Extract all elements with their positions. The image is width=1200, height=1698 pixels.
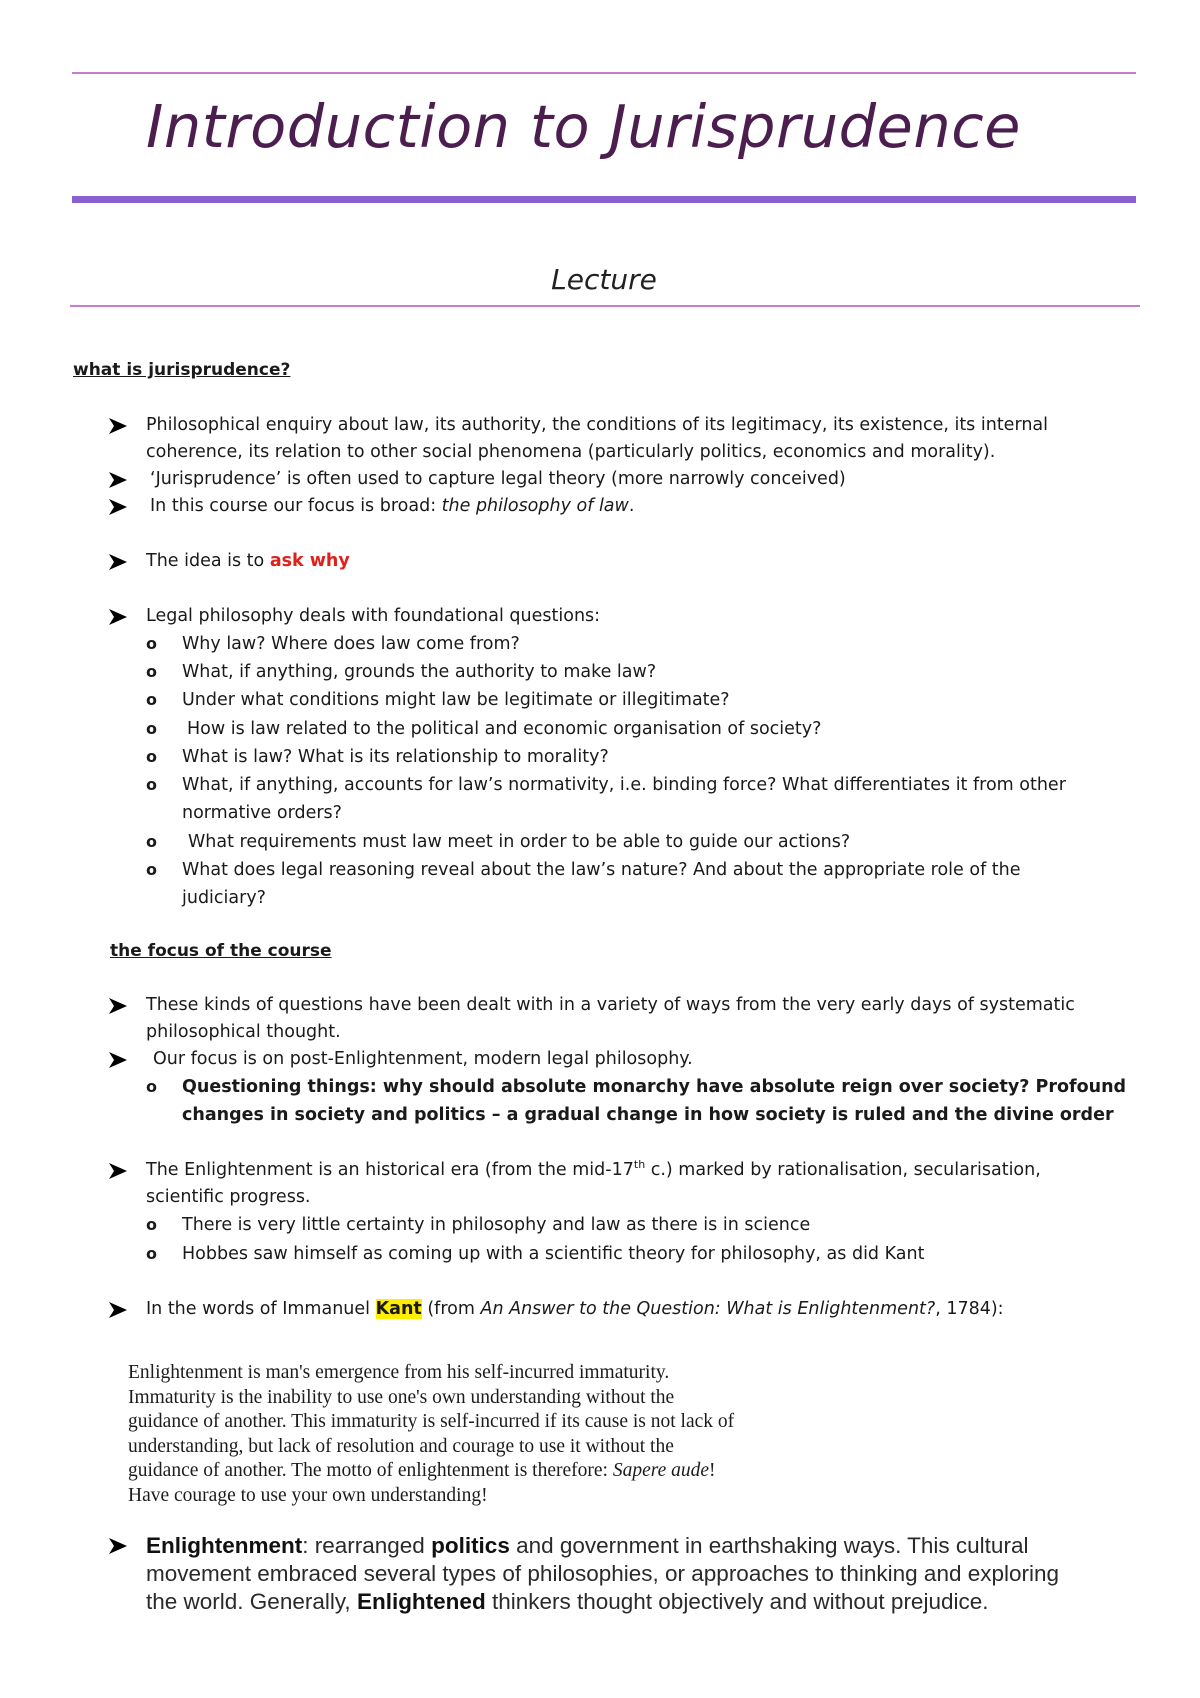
sub-bullet: o Why law? Where does law come from? <box>146 634 520 654</box>
bullet-post-enlightenment: Our focus is on post-Enlightenment, modern legal philosophy. <box>108 1046 1148 1073</box>
arrow-bullet-icon <box>108 997 128 1015</box>
bullet-enlightenment-era: The Enlightenment is an historical era (from the mid-17th c.) marked by rationalisation, secularisation, scientific progress. <box>108 1157 1148 1211</box>
sub-bullet: o Under what conditions might law be legitimate or illegitimate? <box>146 690 730 710</box>
sub-bullet: o How is law related to the political and economic organisation of society? <box>146 719 822 739</box>
top-divider <box>72 72 1136 74</box>
document-subtitle: Lecture <box>551 263 657 296</box>
sub-bullet: o What, if anything, accounts for law’s normativity, i.e. binding force? What differentiates it from other normative orders? <box>146 775 1066 823</box>
bullet-questions-dealt-with: These kinds of questions have been dealt with in a variety of ways from the very early days of systematic philosophical thought. <box>108 992 1148 1046</box>
bullet-enlightenment-summary: Enlightenment: rearranged politics and government in earthshaking ways. This cultural movement embraced several types of philosophies, or approaches to thinking and exploring the world. Generally, Enlightened thinkers thought objectively and without prejudice. <box>108 1532 1168 1616</box>
arrow-bullet-icon <box>108 1537 128 1555</box>
arrow-bullet-icon <box>108 417 128 435</box>
arrow-bullet-icon <box>108 1162 128 1180</box>
section-heading-jurisprudence: what is jurisprudence? <box>73 360 291 380</box>
arrow-bullet-icon <box>108 1051 128 1069</box>
title-underline <box>72 196 1136 203</box>
sub-bullet-questioning-things: o Questioning things: why should absolute monarchy have absolute reign over society? Profound changes in society and politics – a gradual change in how society is ruled and the divine order <box>146 1077 1127 1125</box>
sub-bullet: o What requirements must law meet in order to be able to guide our actions? <box>146 832 851 852</box>
bullet-ask-why: The idea is to ask why <box>108 548 1148 575</box>
bullet-kant-quote-intro: In the words of Immanuel Kant (from An Answer to the Question: What is Enlightenment?, 1784): <box>108 1296 1148 1323</box>
sub-bullet: o Hobbes saw himself as coming up with a scientific theory for philosophy, as did Kant <box>146 1244 925 1264</box>
bullet-jurisprudence-legal-theory: ‘Jurisprudence’ is often used to capture legal theory (more narrowly conceived) <box>108 466 1148 493</box>
document-title: Introduction to Jurisprudence <box>146 92 1021 161</box>
bullet-course-focus-broad: In this course our focus is broad: the philosophy of law. <box>108 493 1148 520</box>
sub-bullet: o What, if anything, grounds the authority to make law? <box>146 662 657 682</box>
bullet-philosophical-enquiry: Philosophical enquiry about law, its authority, the conditions of its legitimacy, its existence, its internal coherence, its relation to other social phenomena (particularly politics, economics and morality). <box>108 412 1148 466</box>
sub-bullet: o What is law? What is its relationship to morality? <box>146 747 609 767</box>
kant-quote: Enlightenment is man's emergence from his self-incurred immaturity. Immaturity is the inability to use one's own understanding without the guidance of another. This immaturity is self-incurred if its cause is not lack of understanding, but lack of resolution and courage to use it without the guidance of another. The motto of enlightenment is therefore: Sapere aude! Have courage to use your own understanding! <box>128 1362 735 1506</box>
arrow-bullet-icon <box>108 608 128 626</box>
bullet-foundational-questions: Legal philosophy deals with foundational questions: <box>108 603 1148 630</box>
section-heading-focus: the focus of the course <box>110 941 332 961</box>
arrow-bullet-icon <box>108 553 128 571</box>
subtitle-divider <box>70 305 1140 307</box>
sub-bullet: o There is very little certainty in philosophy and law as there is in science <box>146 1215 811 1235</box>
sub-bullet: o What does legal reasoning reveal about the law’s nature? And about the appropriate role of the judiciary? <box>146 860 1021 908</box>
arrow-bullet-icon <box>108 471 128 489</box>
arrow-bullet-icon <box>108 1301 128 1319</box>
arrow-bullet-icon <box>108 498 128 516</box>
